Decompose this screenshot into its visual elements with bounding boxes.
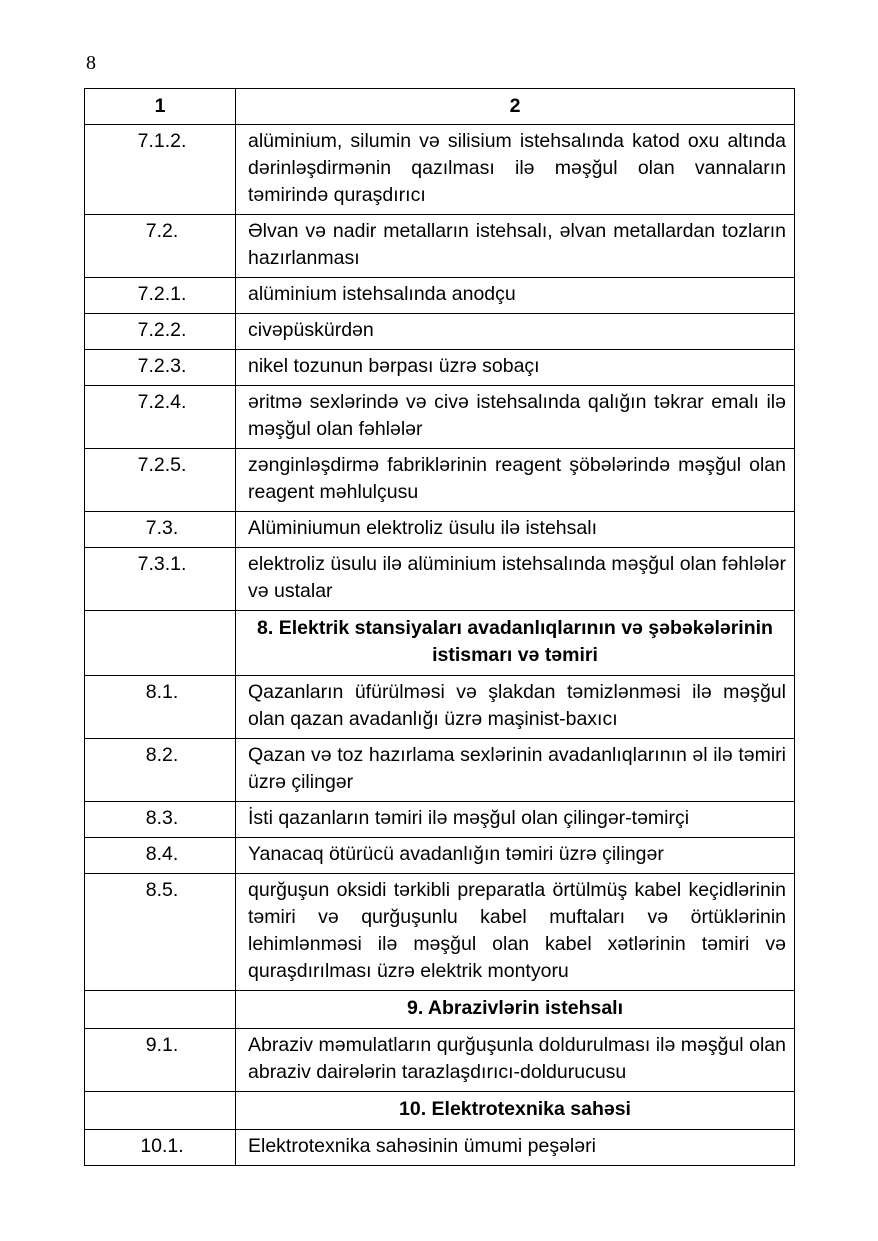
row-number: 7.2.3. [85, 350, 236, 386]
table-row [85, 802, 795, 838]
row-text: Əlvan və nadir metalların istehsalı, əlvan metallardan tozların hazırlanması [236, 215, 795, 278]
table-row [85, 512, 795, 548]
row-number: 8.5. [85, 874, 236, 991]
column-header-1: 1 [85, 89, 236, 125]
row-text: Elektrotexnika sahəsinin ümumi peşələri [236, 1130, 795, 1166]
section-title: 10. Elektrotexnika sahəsi [236, 1092, 795, 1130]
table-row [85, 314, 795, 350]
row-text: əritmə sexlərində və civə istehsalında qalığın təkrar emalı ilə məşğul olan fəhlələr [236, 386, 795, 449]
row-text: Alüminiumun elektroliz üsulu ilə istehsalı [236, 512, 795, 548]
row-number: 10.1. [85, 1130, 236, 1166]
row-number: 7.2.1. [85, 278, 236, 314]
row-text: İsti qazanların təmiri ilə məşğul olan çilingər-təmirçi [236, 802, 795, 838]
section-row [85, 1092, 795, 1130]
row-text: alüminium istehsalında anodçu [236, 278, 795, 314]
section-row [85, 991, 795, 1029]
row-number: 8.4. [85, 838, 236, 874]
row-text: alüminium, silumin və silisium istehsalında katod oxu altında dərinləşdirmənin qazılması ilə məşğul olan vannaların təmirində quraşdırıcı [236, 125, 795, 215]
row-number: 7.1.2. [85, 125, 236, 215]
row-text: nikel tozunun bərpası üzrə sobaçı [236, 350, 795, 386]
table-row [85, 125, 795, 215]
row-number: 8.2. [85, 739, 236, 802]
row-text: Qazanların üfürülməsi və şlakdan təmizlənməsi ilə məşğul olan qazan avadanlığı üzrə maşinist-baxıcı [236, 676, 795, 739]
row-number: 8.1. [85, 676, 236, 739]
professions-table [84, 88, 795, 1166]
row-number [85, 1092, 236, 1130]
table-row [85, 838, 795, 874]
table-row [85, 676, 795, 739]
row-number: 7.3. [85, 512, 236, 548]
table-row [85, 386, 795, 449]
row-text: elektroliz üsulu ilə alüminium istehsalında məşğul olan fəhlələr və ustalar [236, 548, 795, 611]
row-text: Abraziv məmulatların qurğuşunla doldurulması ilə məşğul olan abraziv dairələrin tarazlaşdırıcı-doldurucusu [236, 1029, 795, 1092]
row-number: 7.2. [85, 215, 236, 278]
row-text: qurğuşun oksidi tərkibli preparatla örtülmüş kabel keçidlərinin təmiri və qurğuşunlu kabel muftaları və örtüklərinin lehimlənməsi ilə məşğul olan kabel xətlərinin təmiri və quraşdırılması üzrə elektrik montyoru [236, 874, 795, 991]
row-text: civəpüskürdən [236, 314, 795, 350]
row-number [85, 991, 236, 1029]
table-row [85, 1130, 795, 1166]
row-number: 7.2.5. [85, 449, 236, 512]
row-number: 7.3.1. [85, 548, 236, 611]
table-row [85, 739, 795, 802]
row-number [85, 611, 236, 676]
column-header-2: 2 [236, 89, 795, 125]
row-number: 7.2.2. [85, 314, 236, 350]
section-title: 8. Elektrik stansiyaları avadanlıqlarının və şəbəkələrinin istismarı və təmiri [236, 611, 795, 676]
table-row [85, 874, 795, 991]
table-row [85, 548, 795, 611]
row-number: 7.2.4. [85, 386, 236, 449]
section-title: 9. Abrazivlərin istehsalı [236, 991, 795, 1029]
table-row [85, 215, 795, 278]
page-number: 8 [86, 52, 96, 74]
table-header-row [85, 89, 795, 125]
section-row [85, 611, 795, 676]
row-number: 8.3. [85, 802, 236, 838]
table-body [85, 89, 795, 1166]
row-text: Yanacaq ötürücü avadanlığın təmiri üzrə çilingər [236, 838, 795, 874]
row-number: 9.1. [85, 1029, 236, 1092]
table-row [85, 278, 795, 314]
row-text: Qazan və toz hazırlama sexlərinin avadanlıqlarının əl ilə təmiri üzrə çilingər [236, 739, 795, 802]
table-row [85, 1029, 795, 1092]
table-row [85, 350, 795, 386]
table-row [85, 449, 795, 512]
row-text: zənginləşdirmə fabriklərinin reagent şöbələrində məşğul olan reagent məhlulçusu [236, 449, 795, 512]
